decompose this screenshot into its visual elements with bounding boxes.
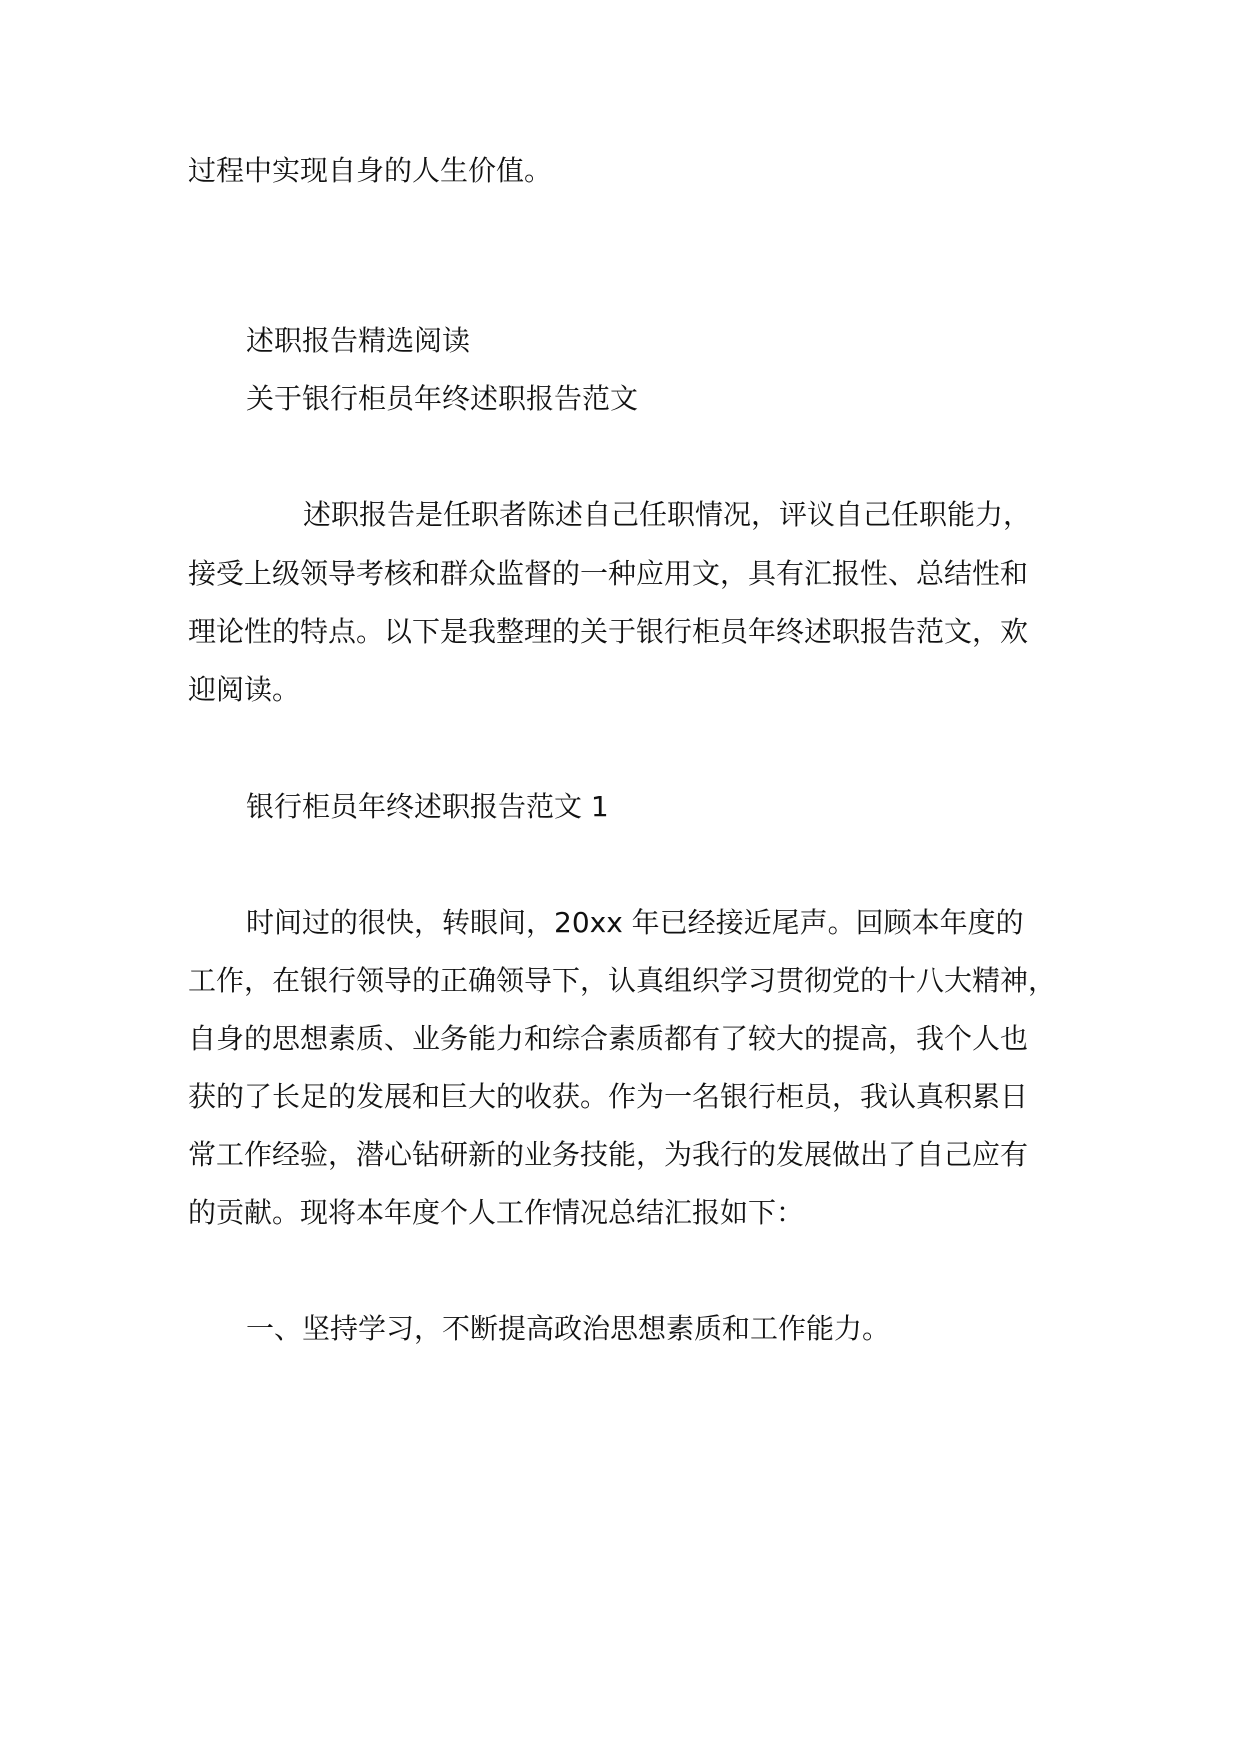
section-heading: 述职报告精选阅读 [246,324,471,357]
body-line-3: 自身的思想素质、业务能力和综合素质都有了较大的提高，我个人也 [188,1022,1029,1055]
intro-line-2: 接受上级领导考核和群众监督的一种应用文，具有汇报性、总结性和 [188,557,1029,590]
body-line-4: 获的了长足的发展和巨大的收获。作为一名银行柜员，我认真积累日 [188,1080,1029,1113]
point-one-heading: 一、坚持学习，不断提高政治思想素质和工作能力。 [246,1312,891,1345]
body-line-2: 工作，在银行领导的正确领导下，认真组织学习贯彻党的十八大精神， [188,964,1057,997]
body-line-1: 时间过的很快，转眼间，20xx 年已经接近尾声。回顾本年度的 [246,906,1024,939]
intro-line-4: 迎阅读。 [188,673,301,706]
article-title: 关于银行柜员年终述职报告范文 [246,382,639,415]
body-line-6: 的贡献。现将本年度个人工作情况总结汇报如下： [188,1196,805,1229]
intro-line-1: 述职报告是任职者陈述自己任职情况，评议自己任职能力， [303,498,1032,531]
intro-line-3: 理论性的特点。以下是我整理的关于银行柜员年终述职报告范文，欢 [188,615,1029,648]
sample-heading: 银行柜员年终述职报告范文 1 [246,790,609,823]
carryover-text: 过程中实现自身的人生价值。 [188,154,553,187]
body-line-5: 常工作经验，潜心钻研新的业务技能，为我行的发展做出了自己应有 [188,1138,1029,1171]
